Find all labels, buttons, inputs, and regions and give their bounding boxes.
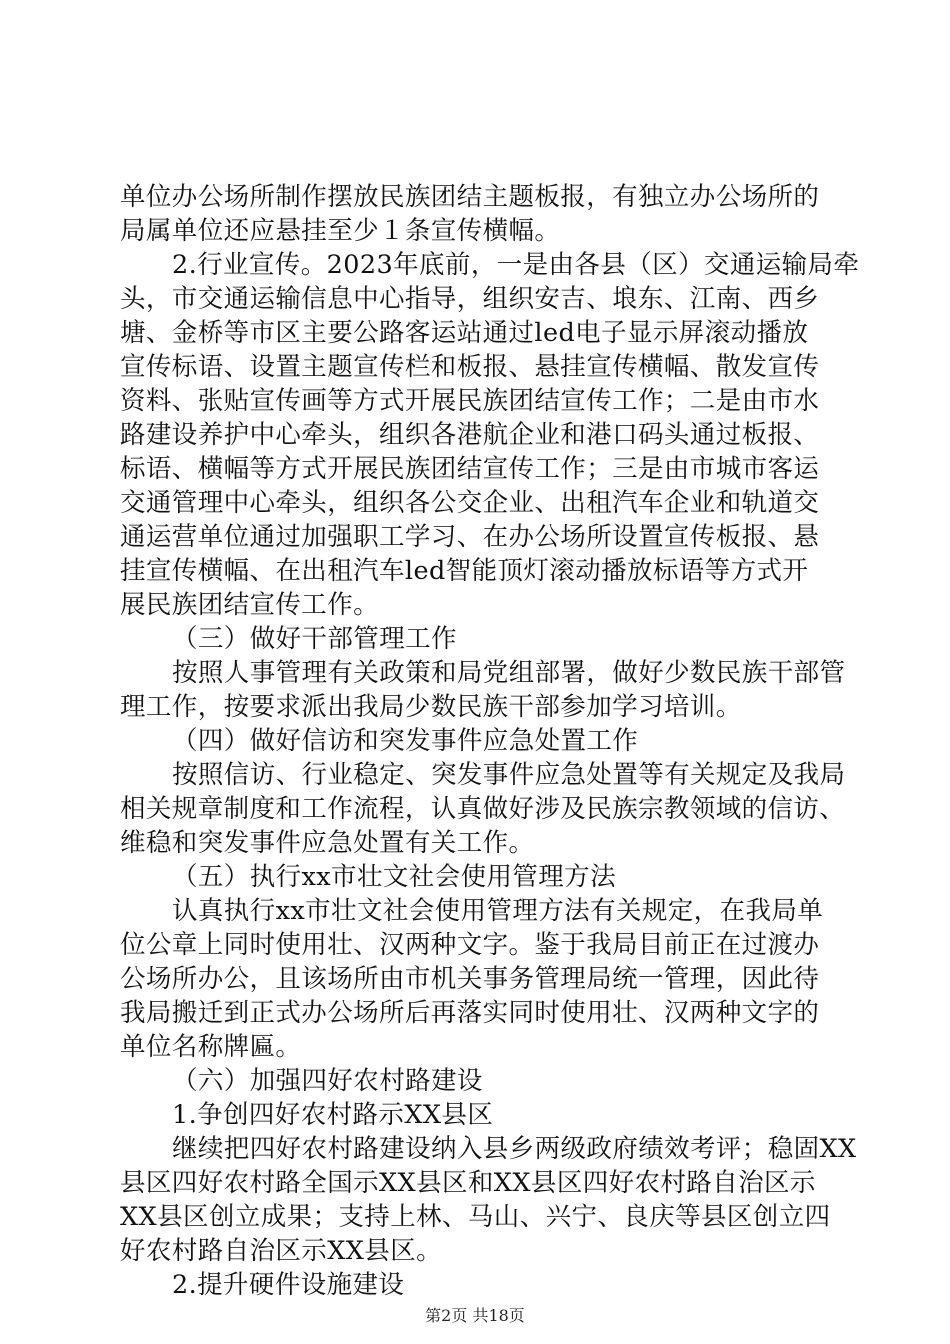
subsection-heading: 1.争创四好农村路示XX县区 <box>172 1100 494 1130</box>
text-line: 县区四好农村路全国示XX县区和XX县区四好农村路自治区示 <box>120 1168 816 1198</box>
section-heading: （四）做好信访和突发事件应急处置工作 <box>172 726 639 756</box>
text-line: 我局搬迁到正式办公场所后再落实同时使用壮、汉两种文字的 <box>120 998 820 1028</box>
section-heading: （三）做好干部管理工作 <box>172 624 457 654</box>
text-line: 交通管理中心牵头，组织各公交企业、出租汽车企业和轨道交 <box>120 488 820 518</box>
text-line: XX县区创立成果；支持上林、马山、兴宁、良庆等县区创立四 <box>120 1202 831 1232</box>
text-line: 路建设养护中心牵头，组织各港航企业和港口码头通过板报、 <box>120 420 820 450</box>
section-heading: （六）加强四好农村路建设 <box>172 1066 483 1096</box>
text-line: 维稳和突发事件应急处置有关工作。 <box>120 828 535 858</box>
text-line: 单位名称牌匾。 <box>120 1032 302 1062</box>
section-heading: （五）执行xx市壮文社会使用管理方法 <box>172 862 616 892</box>
text-line: 头，市交通运输信息中心指导，组织安吉、埌东、江南、西乡 <box>120 284 820 314</box>
text-line: 资料、张贴宣传画等方式开展民族团结宣传工作；二是由市水 <box>120 386 820 416</box>
text-line: 展民族团结宣传工作。 <box>120 590 380 620</box>
text-line: 公场所办公，且该场所由市机关事务管理局统一管理，因此待 <box>120 964 820 994</box>
text-line: 按照人事管理有关政策和局党组部署，做好少数民族干部管 <box>172 658 846 688</box>
subsection-heading: 2.提升硬件设施建设 <box>172 1270 405 1300</box>
page-footer: 第2页 共18页 <box>425 1306 525 1325</box>
text-line: 相关规章制度和工作流程，认真做好涉及民族宗教领域的信访、 <box>120 794 846 824</box>
text-line: 局属单位还应悬挂至少１条宣传横幅。 <box>120 216 561 246</box>
text-line: 标语、横幅等方式开展民族团结宣传工作；三是由市城市客运 <box>120 454 820 484</box>
text-line: 宣传标语、设置主题宣传栏和板报、悬挂宣传横幅、散发宣传 <box>120 352 820 382</box>
text-line: 挂宣传横幅、在出租汽车led智能顶灯滚动播放标语等方式开 <box>120 556 809 586</box>
text-line: 2.行业宣传。2023年底前，一是由各县（区）交通运输局牵 <box>172 250 860 280</box>
text-line: 塘、金桥等市区主要公路客运站通过led电子显示屏滚动播放 <box>120 318 809 348</box>
text-line: 按照信访、行业稳定、突发事件应急处置等有关规定及我局 <box>172 760 846 790</box>
text-line: 通运营单位通过加强职工学习、在办公场所设置宣传板报、悬 <box>120 522 820 552</box>
text-line: 单位办公场所制作摆放民族团结主题板报，有独立办公场所的 <box>120 182 820 212</box>
text-line: 继续把四好农村路建设纳入县乡两级政府绩效考评；稳固XX <box>172 1134 857 1164</box>
text-line: 好农村路自治区示XX县区。 <box>120 1236 443 1266</box>
text-line: 理工作，按要求派出我局少数民族干部参加学习培训。 <box>120 692 742 722</box>
text-line: 位公章上同时使用壮、汉两种文字。鉴于我局目前正在过渡办 <box>120 930 820 960</box>
text-line: 认真执行xx市壮文社会使用管理方法有关规定，在我局单 <box>172 896 824 926</box>
